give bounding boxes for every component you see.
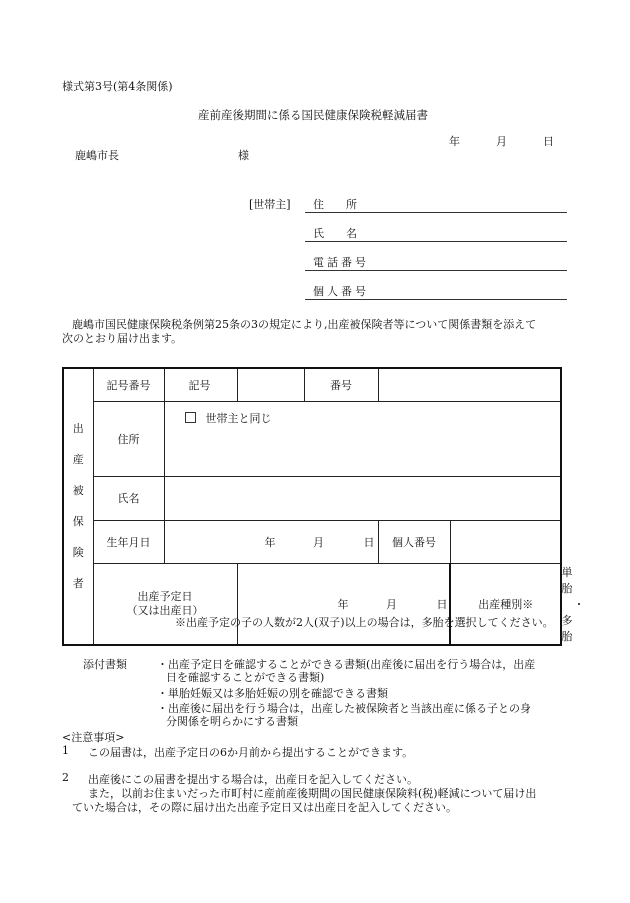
- name-cell[interactable]: [164, 476, 561, 520]
- addressee-honorific: 様: [238, 149, 249, 162]
- name-field-label: 氏 名: [313, 227, 357, 240]
- birthdate-label: 生年月日: [93, 520, 164, 563]
- date-year-label: 年: [449, 135, 460, 148]
- note-1-number: 1: [62, 744, 69, 757]
- birth-day-label: 日: [363, 535, 375, 549]
- birth-year-label: 年: [264, 535, 276, 549]
- personal-number-underline: [305, 299, 567, 300]
- birthdate-cell[interactable]: [164, 520, 378, 563]
- multiple-birth-option[interactable]: 多胎: [561, 613, 573, 643]
- birth-type-separator: ・: [573, 597, 585, 611]
- personal-number-label: 個人番号: [378, 520, 450, 563]
- same-as-head-checkbox[interactable]: [185, 412, 196, 423]
- personal-number-cell[interactable]: [450, 520, 561, 563]
- address-underline: [305, 212, 567, 213]
- form-number: 様式第3号(第4条関係): [62, 80, 173, 93]
- address-field-label: 住 所: [313, 198, 357, 211]
- due-month-label: 月: [386, 597, 397, 611]
- personal-number-field-label: 個人番号: [313, 285, 369, 298]
- household-head-label: [世帯主]: [249, 198, 291, 211]
- intro-line-2: 次のとおり届け出ます。: [62, 332, 183, 345]
- note-2-number: 2: [62, 771, 69, 784]
- attachment-item-3: ・出産後に届出を行う場合は，出産した被保険者と当該出産に係る子との身: [157, 702, 531, 715]
- phone-field-label: 電話番号: [313, 256, 369, 269]
- name-label: 氏名: [93, 476, 164, 520]
- due-year-label: 年: [337, 597, 349, 611]
- birth-month-label: 月: [313, 535, 324, 549]
- attachment-item-1-cont: 日を確認することができる書類): [166, 671, 325, 684]
- name-underline: [305, 241, 567, 242]
- addressee: 鹿嶋市長: [75, 149, 119, 162]
- birth-type-label: 出産種別※: [450, 563, 561, 645]
- note-2-text-cont: また，以前お住まいだった市町村に産前産後期間の国民健康保険料(税)軽減について届け出: [88, 787, 537, 800]
- address-label: 住所: [93, 401, 164, 476]
- note-2-text: 出産後にこの届書を提出する場合は，出産日を記入してください。: [88, 773, 418, 786]
- note-2-text-cont-2: ていた場合は，その際に届け出た出産予定日又は出産日を記入してください。: [72, 801, 457, 814]
- due-date-cell[interactable]: [237, 563, 450, 645]
- date-month-label: 月: [496, 135, 507, 148]
- number-value-cell[interactable]: [378, 368, 561, 401]
- symbol-label: 記号: [164, 368, 237, 401]
- insured-person-table: [62, 367, 585, 646]
- same-as-head-label: 世帯主と同じ: [205, 411, 272, 425]
- note-1-text: この届書は，出産予定日の6か月前から提出することができます。: [88, 746, 414, 759]
- date-day-label: 日: [543, 135, 554, 148]
- symbol-value-cell[interactable]: [237, 368, 304, 401]
- single-birth-option[interactable]: 単胎: [561, 565, 573, 595]
- attachment-item-2: ・単胎妊娠又は多胎妊娠の別を確認できる書類: [157, 687, 388, 700]
- due-date-label: 出産予定日 （又は出産日）: [93, 563, 237, 645]
- multiple-birth-note: ※出産予定の子の人数が2人(双子)以上の場合は，多胎を選択してください。: [175, 616, 554, 629]
- attachments-label: 添付書類: [83, 658, 127, 671]
- document-title: 産前産後期間に係る国民健康保険税軽減届書: [198, 108, 428, 122]
- due-day-label: 日: [436, 597, 448, 611]
- symbol-number-label: 記号番号: [93, 368, 164, 401]
- number-label: 番号: [304, 368, 378, 401]
- attachment-item-3-cont: 分関係を明らかにする書類: [166, 715, 298, 728]
- address-cell[interactable]: [164, 401, 561, 476]
- intro-line-1: 鹿嶋市国民健康保険税条例第25条の3の規定により,出産被保険者等について関係書類を添えて: [72, 318, 537, 331]
- notes-heading: <注意事項>: [62, 731, 125, 744]
- insured-person-side-label: 出 産 被 保 険 者: [63, 368, 93, 645]
- attachment-item-1: ・出産予定日を確認することができる書類(出産後に届出を行う場合は，出産: [157, 658, 536, 671]
- phone-underline: [305, 270, 567, 271]
